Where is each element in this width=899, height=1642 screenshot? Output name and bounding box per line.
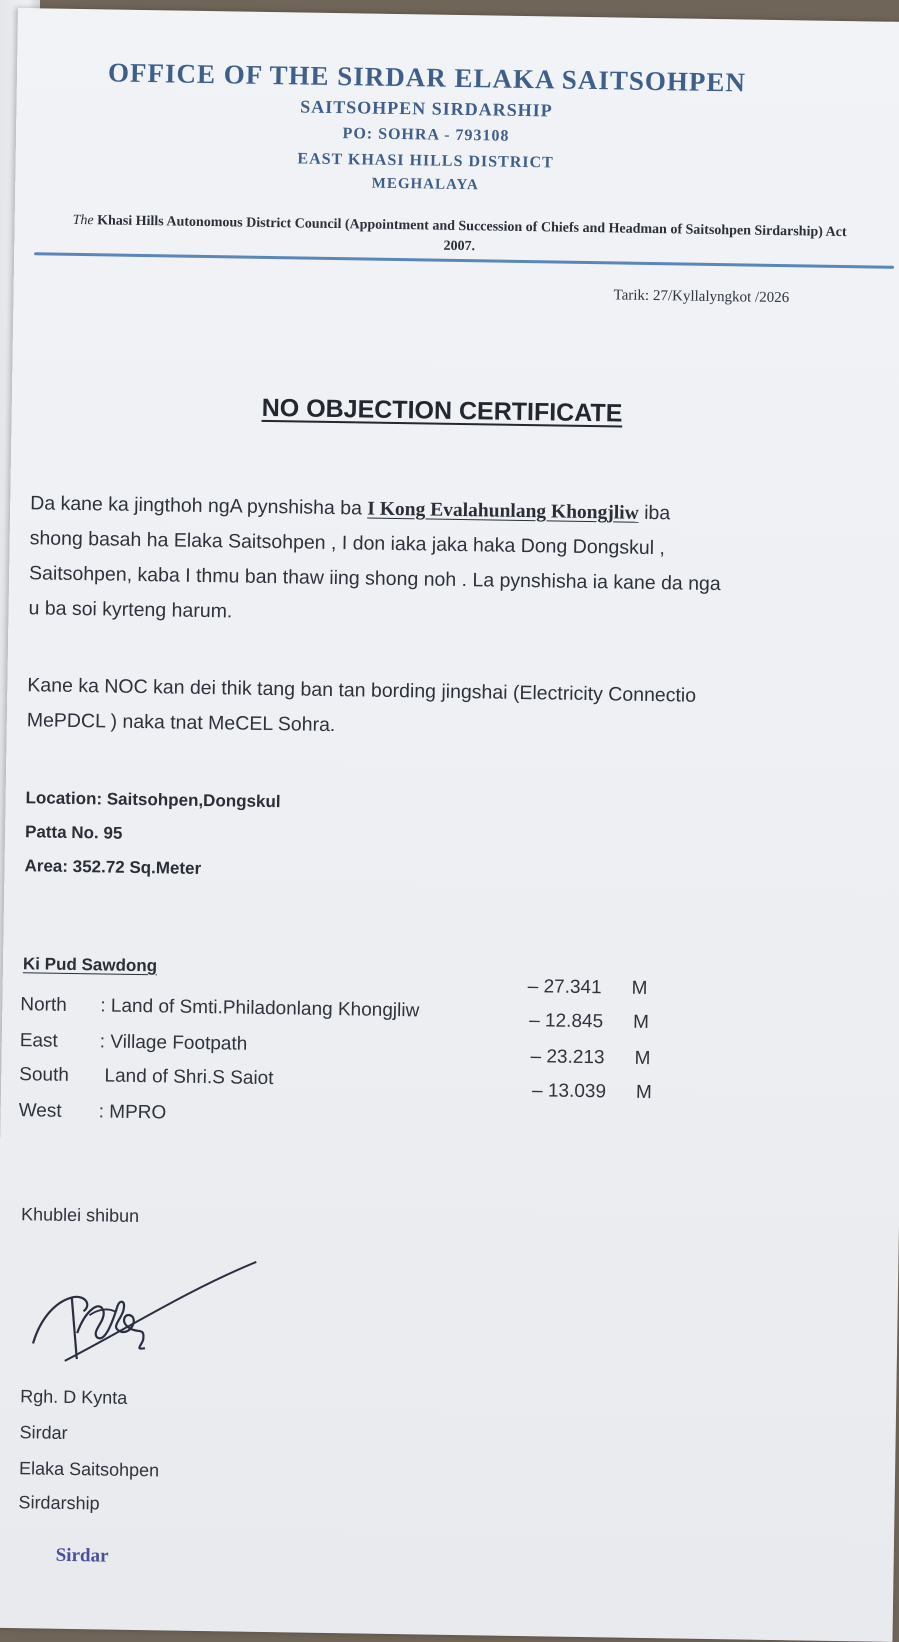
patta-detail: Patta No. 95: [24, 822, 123, 843]
sirdarship-name: SAITSOHPEN SIRDARSHIP: [300, 96, 553, 121]
paragraph-line: Kane ka NOC kan dei thik tang ban tan bording jingshai (Electricity Connectio: [27, 674, 697, 707]
measure-unit: M: [634, 1047, 651, 1070]
issue-date: Tarik: 27/Kyllalyngkot /2026: [613, 287, 790, 307]
boundary-row-east: [20, 1030, 248, 1056]
boundary-measure-south: [530, 1046, 650, 1070]
paragraph-line: u ba soi kyrteng harum.: [28, 597, 233, 623]
paragraph-line: MePDCL ) naka tnat MeCEL Sohra.: [26, 709, 336, 737]
signer-name: Rgh. D Kynta: [20, 1386, 128, 1408]
closing-greeting: Khublei shibun: [20, 1204, 140, 1227]
boundary-row-west: [18, 1100, 166, 1124]
office-title: OFFICE OF THE SIRDAR ELAKA SAITSOHPEN: [107, 57, 747, 98]
certificate-sheet: [0, 8, 899, 1642]
boundary-measure-east: [529, 1010, 649, 1034]
signer-office: Elaka Saitsohpen: [18, 1458, 160, 1481]
measure-unit: M: [635, 1081, 653, 1104]
paragraph-line: Saitsohpen, kaba I thmu ban thaw iing shong noh . La pynshisha ia kane da nga: [28, 562, 721, 596]
boundary-description: : MPRO: [98, 1101, 167, 1124]
boundary-direction: West: [18, 1100, 62, 1122]
boundary-description: : Land of Smti.Philadonlang Khongjliw: [100, 995, 420, 1022]
act-text: Khasi Hills Autonomous District Council (Appointment and Succession of Chiefs and Headman of Saitsohpen Sirdarship) Act 2007.: [97, 213, 847, 255]
boundaries-title: Ki Pud Sawdong: [22, 954, 158, 976]
document-title: NO OBJECTION CERTIFICATE: [261, 393, 623, 428]
boundary-row-south: [19, 1064, 274, 1090]
letterhead: [18, 8, 899, 194]
boundary-description: Land of Shri.S Saiot: [99, 1065, 274, 1090]
paragraph-text: Da kane ka jingthoh ngA pynshisha ba: [30, 492, 368, 520]
act-prefix: The: [72, 212, 94, 229]
signer-body: Sirdarship: [18, 1492, 100, 1514]
signer-role: Sirdar: [19, 1422, 68, 1443]
district-name: EAST KHASI HILLS DISTRICT: [297, 150, 554, 172]
boundary-direction: North: [20, 994, 67, 1016]
boundary-measure-north: [528, 976, 648, 1000]
location-detail: Location: Saitsohpen,Dongskul: [25, 788, 281, 812]
boundary-direction: East: [19, 1030, 58, 1052]
boundary-description: : Village Footpath: [99, 1031, 248, 1055]
applicant-name: I Kong Evalahunlang Khongjliw: [367, 498, 639, 524]
boundary-row-north: [20, 994, 419, 1022]
measure-unit: M: [631, 977, 648, 1000]
official-stamp: Sirdar: [55, 1544, 109, 1567]
measure-value: – 27.341: [527, 976, 602, 999]
certificate-paragraph-1: [28, 486, 890, 639]
paragraph-text: iba: [638, 501, 671, 525]
measure-value: – 13.039: [531, 1080, 607, 1103]
certificate-paragraph-2: [27, 668, 888, 751]
measure-unit: M: [632, 1011, 650, 1034]
signature-scribble: [4, 1248, 266, 1382]
boundary-measure-west: [532, 1080, 652, 1104]
post-office: PO: SOHRA - 793108: [342, 125, 510, 145]
measure-value: – 12.845: [528, 1010, 604, 1033]
state-name: MEGHALAYA: [371, 175, 479, 194]
area-detail: Area: 352.72 Sq.Meter: [24, 856, 202, 878]
measure-value: – 23.213: [530, 1046, 605, 1069]
boundary-direction: South: [19, 1064, 70, 1086]
paragraph-line: shong basah ha Elaka Saitsohpen , I don iaka jaka haka Dong Dongskul ,: [29, 527, 666, 560]
